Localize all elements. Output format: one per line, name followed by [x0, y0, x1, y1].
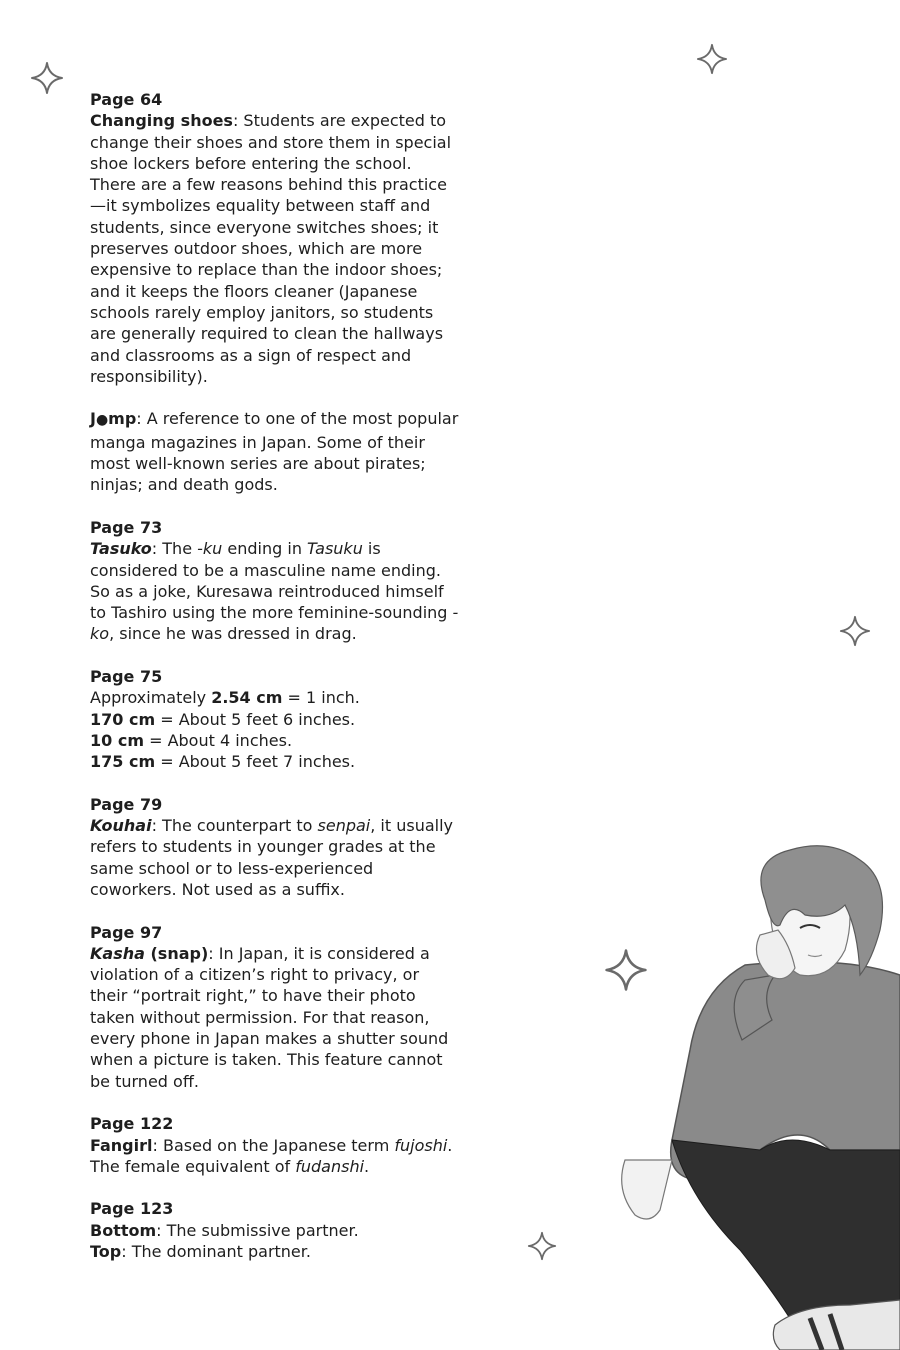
entry-text: , since he was dressed in drag. [109, 624, 357, 644]
line-text: = About 5 feet 7 inches. [155, 752, 356, 772]
page-heading: Page 122 [90, 1114, 174, 1134]
line-text: = About 5 feet 6 inches. [155, 709, 356, 729]
term-label: Kouhai [90, 816, 152, 836]
translation-notes [90, 89, 460, 1262]
note-line [90, 1220, 460, 1241]
term-tail: mp [108, 409, 137, 429]
note-entry [90, 943, 460, 1092]
entry-text: : The [151, 539, 198, 559]
line-text: = About 4 inches. [144, 730, 293, 750]
term-label: Top [90, 1242, 122, 1262]
jump-term [90, 409, 136, 428]
note-entry [90, 1220, 460, 1263]
note-section [90, 794, 460, 900]
note-section [90, 517, 460, 645]
note-section [90, 1113, 460, 1177]
page-heading: Page 64 [90, 90, 163, 109]
page-heading: Page 123 [90, 1199, 174, 1219]
term-label: Tasuko [90, 539, 152, 559]
sparkle-star-icon [30, 61, 64, 95]
note-section [90, 922, 460, 1092]
entry-text: : Students are expected to change their shoes and store them in special shoe lockers before entering the school. There are a few reasons behind this practice—it symbolizes equality between staff and students, since everyone switches shoes; it preserves outdoor shoes, which are more expensive to replace than the indoor shoes; and it keeps the floors cleaner (Japanese schools rarely employ janitors, so students are generally required to clean the hallways and classrooms as a sign of respect and responsibility). [90, 111, 452, 386]
line-prefix: Approximately [90, 688, 212, 708]
note-section [90, 1198, 460, 1262]
line-text: : The submissive partner. [156, 1220, 359, 1240]
jump-dot-icon: ● [95, 412, 109, 429]
note-entry [90, 1135, 460, 1178]
note-section [90, 408, 460, 495]
entry-text: : The counterpart to [151, 816, 318, 836]
entry-text: . The female equivalent of [90, 1135, 453, 1176]
entry-text: ending in [222, 539, 308, 559]
term-extra: (snap) [144, 943, 209, 963]
line-text: : The dominant partner. [121, 1242, 311, 1262]
note-section [90, 666, 460, 772]
term-label: Kasha [90, 943, 145, 963]
sparkle-star-icon [696, 43, 728, 75]
term-label: 10 cm [90, 730, 144, 750]
entry-text: . [364, 1156, 370, 1176]
term-label: 175 cm [90, 752, 156, 772]
page-heading: Page 79 [90, 794, 163, 814]
note-entry [90, 408, 460, 495]
term-label: Bottom [90, 1220, 157, 1240]
note-section [90, 89, 460, 387]
note-entry [90, 110, 460, 387]
entry-text: : Based on the Japanese term [152, 1135, 395, 1155]
italic-word: Tasuku [307, 539, 363, 559]
term-label: Fangirl [90, 1135, 153, 1155]
note-entry [90, 538, 460, 644]
page-heading: Page 75 [90, 667, 163, 687]
entry-text: is considered to be a masculine name ending. So as a joke, Kuresawa reintroduced himself to Tashiro using the more feminine-sounding [90, 539, 453, 623]
term-label: 2.54 cm [211, 688, 283, 708]
note-line [90, 687, 460, 708]
note-line [90, 730, 460, 751]
entry-text: : In Japan, it is considered a violation of a citizen’s right to privacy, or their “portrait right,” to have their photo taken without permission. For that reason, every phone in Japan makes a shutter sound when a picture is taken. This feature cannot be turned off. [90, 943, 449, 1091]
note-line [90, 709, 460, 730]
italic-word: -ku [197, 539, 223, 559]
italic-word: -ko [90, 603, 459, 644]
italic-word: fudanshi [295, 1156, 365, 1176]
entry-text: , it usually refers to students in younger grades at the same school or to less-experienced coworkers. Not used as a suffix. [90, 816, 454, 899]
page-heading: Page 73 [90, 517, 163, 537]
sparkle-star-icon [839, 615, 871, 647]
note-line [90, 751, 460, 772]
term-label: 170 cm [90, 709, 156, 729]
line-text: = 1 inch. [282, 688, 360, 708]
note-line [90, 1241, 460, 1262]
entry-text: : A reference to one of the most popular manga magazines in Japan. Some of their most well-known series are about pirates; ninjas; and death gods. [90, 409, 459, 495]
sparkle-star-icon [527, 1231, 557, 1261]
page-heading: Page 97 [90, 922, 163, 942]
italic-word: senpai [317, 816, 371, 836]
note-entry [90, 815, 460, 900]
boy-crouching-illustration [600, 840, 900, 1350]
term-head: J [90, 409, 96, 429]
note-entry [90, 687, 460, 772]
term-label: Changing shoes [90, 111, 233, 131]
italic-word: fujoshi [394, 1135, 448, 1155]
